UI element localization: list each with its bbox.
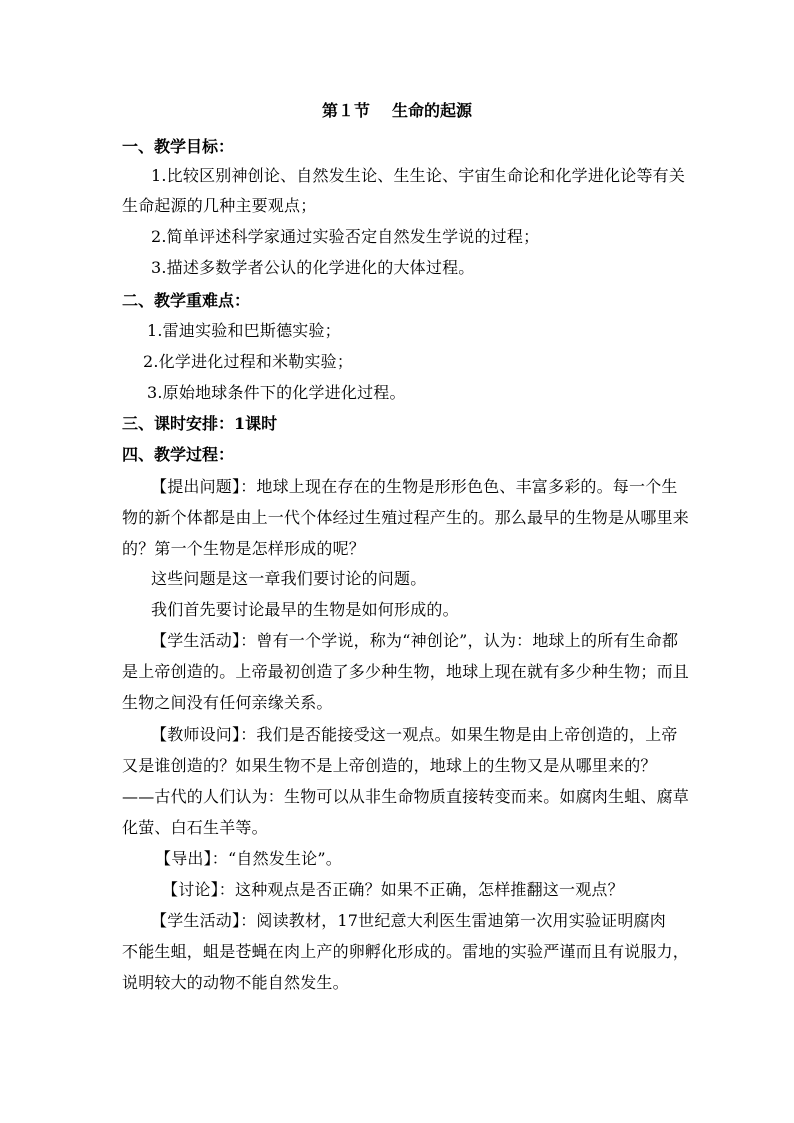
paragraph-8-line-1: 【学生活动】：阅读教材，17世纪意大利医生雷迪第一次用实验证明腐肉 [151, 911, 666, 930]
keypoint-1: 1.雷迪实验和巴斯德实验； [147, 321, 341, 340]
paragraph-4-line-3: 生物之间没有任何亲缘关系。 [122, 693, 333, 712]
paragraph-1-line-3: 的？第一个生物是怎样形成的呢？ [122, 539, 366, 558]
paragraph-2: 这些问题是这一章我们要讨论的问题。 [151, 569, 427, 588]
paragraph-4-line-1: 【学生活动】：曾有一个学说，称为“神创论”，认为：地球上的所有生命都 [151, 631, 679, 650]
paragraph-3: 我们首先要讨论最早的生物是如何形成的。 [151, 600, 459, 619]
keypoint-3: 3.原始地球条件下的化学进化过程。 [147, 383, 406, 402]
paragraph-1-line-1: 【提出问题】：地球上现在存在的生物是形形色色、丰富多彩的。每一个生 [151, 477, 678, 496]
paragraph-7: 【讨论】：这种观点是否正确？如果不正确，怎样推翻这一观点？ [162, 880, 624, 899]
objective-3: 3.描述多数学者公认的化学进化的大体过程。 [151, 258, 475, 277]
paragraph-4-line-2: 是上帝创造的。上帝最初创造了多少种生物，地球上现在就有多少种生物；而且 [122, 662, 690, 681]
objective-2: 2.简单评述科学家通过实验否定自然发生学说的过程； [151, 227, 540, 246]
section-number: 第１节 [321, 101, 370, 120]
paragraph-5-line-4: 化萤、白石生羊等。 [122, 818, 268, 837]
objective-1-line-1: 1.比较区别神创论、自然发生论、生生论、宇宙生命论和化学进化论等有关 [151, 166, 686, 185]
process-heading: 四、教学过程： [122, 445, 235, 464]
paragraph-8-line-2: 不能生蛆，蛆是苍蝇在肉上产的卵孵化形成的。雷地的实验严谨而且有说服力， [122, 942, 690, 961]
paragraph-8-line-3: 说明较大的动物不能自然发生。 [122, 973, 349, 992]
paragraph-5-line-1: 【教师设问】：我们是否能接受这一观点。如果生物是由上帝创造的，上帝 [151, 725, 678, 744]
paragraph-5-line-2: 又是谁创造的？如果生物不是上帝创造的，地球上的生物又是从哪里来的？ [122, 756, 657, 775]
objectives-heading: 一、教学目标： [122, 137, 235, 156]
section-name: 生命的起源 [392, 101, 473, 120]
objective-1-line-2: 生命起源的几种主要观点； [122, 196, 317, 215]
page-title [0, 101, 794, 121]
paragraph-1-line-2: 物的新个体都是由上一代个体经过生殖过程产生的。那么最早的生物是从哪里来 [122, 508, 690, 527]
keypoints-heading: 二、教学重难点： [122, 291, 251, 310]
keypoint-2: 2.化学进化过程和米勒实验； [143, 352, 354, 371]
paragraph-6: 【导出】：“自然发生论”。 [155, 849, 342, 868]
paragraph-5-line-3: ——古代的人们认为：生物可以从非生命物质直接转变而来。如腐肉生蛆、腐草 [122, 787, 690, 806]
schedule-heading: 三、课时安排：1课时 [122, 414, 278, 433]
